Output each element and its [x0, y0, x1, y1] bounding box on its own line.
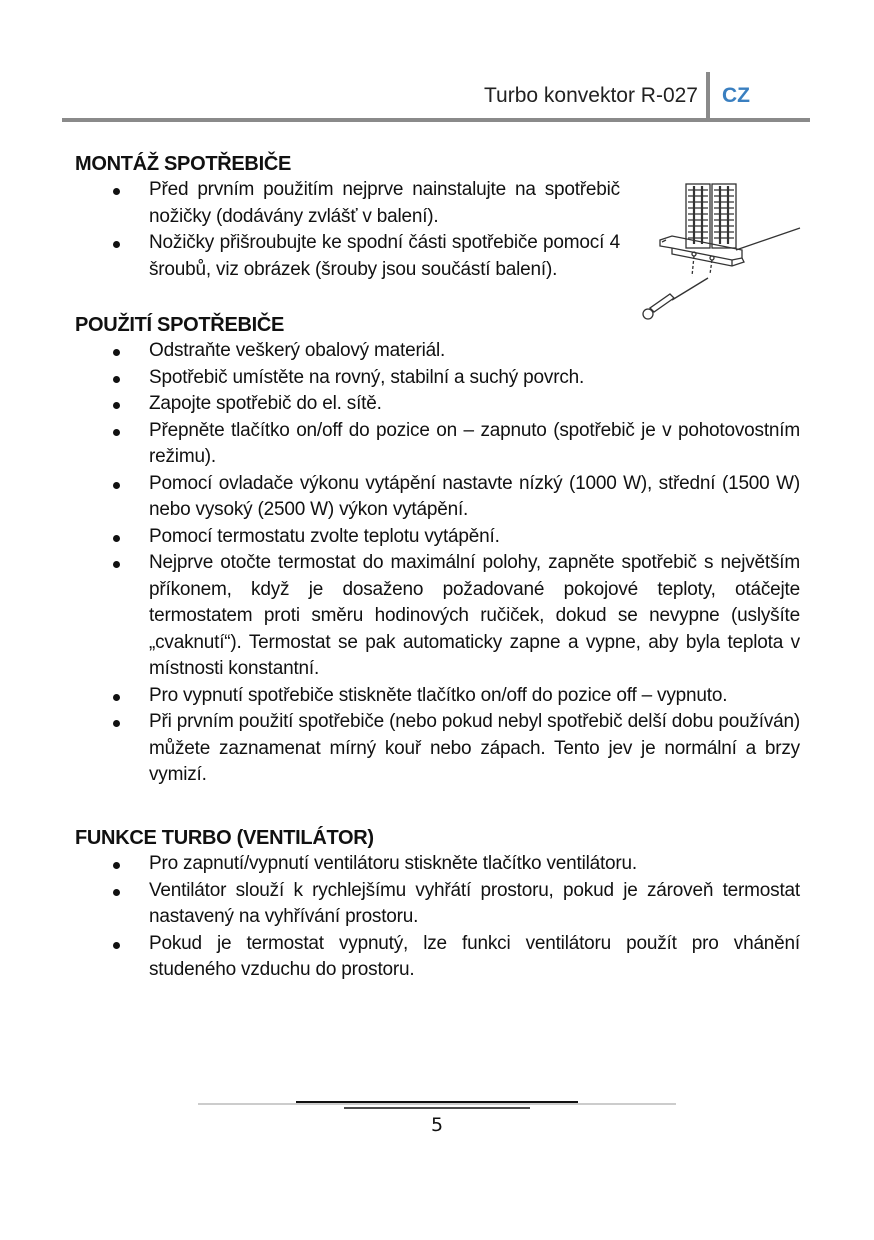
section-heading: POUŽITÍ SPOTŘEBIČE [75, 314, 285, 336]
list-item: Pro zapnutí/vypnutí ventilátoru stiskněte tlačítko ventilátoru. [75, 851, 800, 878]
bullet-icon [113, 482, 120, 489]
bullet-icon [113, 188, 120, 195]
list-item: Zapojte spotřebič do el. sítě. [75, 391, 800, 418]
bullet-icon [113, 349, 120, 356]
bullet-list [75, 177, 620, 283]
bullet-list [75, 851, 800, 984]
section-usage [75, 312, 800, 789]
list-item: Přepněte tlačítko on/off do pozice on – zapnuto (spotřebič je v pohotovostním režimu). [75, 418, 800, 471]
section-heading: FUNKCE TURBO (VENTILÁTOR) [75, 827, 374, 849]
list-item: Pokud je termostat vypnutý, lze funkci ventilátoru použít pro vhánění studeného vzduchu do prostoru. [75, 931, 800, 984]
bullet-icon [113, 376, 120, 383]
document-title: Turbo konvektor R-027 [484, 84, 698, 107]
bullet-icon [113, 942, 120, 949]
section-turbo-function [75, 825, 800, 984]
bullet-icon [113, 241, 120, 248]
list-item: Před prvním použitím nejprve nainstalujte na spotřebič nožičky (dodávány zvlášť v balení). [75, 177, 620, 230]
bullet-icon [113, 720, 120, 727]
assembly-illustration [632, 180, 802, 330]
list-item: Odstraňte veškerý obalový materiál. [75, 338, 800, 365]
bullet-list [75, 338, 800, 789]
bullet-icon [113, 429, 120, 436]
list-item: Ventilátor slouží k rychlejšímu vyhřátí prostoru, pokud je zároveň termostat nastavený na vyhřívání prostoru. [75, 878, 800, 931]
list-item: Nejprve otočte termostat do maximální polohy, zapněte spotřebič s největším příkonem, když je dosaženo požadované pokojové teploty, otáčejte termostatem proti směru hodinových ručiček, dokud se nevypne (uslyšíte „cvaknutí“). Termostat se pak automaticky zapne a vypne, aby byla teplota v místnosti konstantní. [75, 550, 800, 683]
list-item: Spotřebič umístěte na rovný, stabilní a suchý povrch. [75, 365, 800, 392]
list-item: Při prvním použití spotřebiče (nebo pokud nebyl spotřebič delší dobu používán) můžete zaznamenat mírný kouř nebo zápach. Tento jev je normální a brzy vymizí. [75, 709, 800, 789]
list-item: Pomocí ovladače výkonu vytápění nastavte nízký (1000 W), střední (1500 W) nebo vysoký (2500 W) výkon vytápění. [75, 471, 800, 524]
list-item: Pro vypnutí spotřebiče stiskněte tlačítko on/off do pozice off – vypnuto. [75, 683, 800, 710]
bullet-icon [113, 561, 120, 568]
list-item: Pomocí termostatu zvolte teplotu vytápění. [75, 524, 800, 551]
page-number: 5 [430, 1114, 444, 1136]
header-rule [62, 118, 810, 122]
bullet-icon [113, 889, 120, 896]
section-heading: MONTÁŽ SPOTŘEBIČE [75, 153, 292, 175]
header-divider [706, 72, 710, 122]
bullet-icon [113, 402, 120, 409]
bullet-icon [113, 535, 120, 542]
language-code: CZ [722, 84, 750, 107]
list-item: Nožičky přišroubujte ke spodní části spotřebiče pomocí 4 šroubů, viz obrázek (šrouby jsou součástí balení). [75, 230, 620, 283]
bullet-icon [113, 694, 120, 701]
section-assembly [75, 151, 620, 283]
bullet-icon [113, 862, 120, 869]
